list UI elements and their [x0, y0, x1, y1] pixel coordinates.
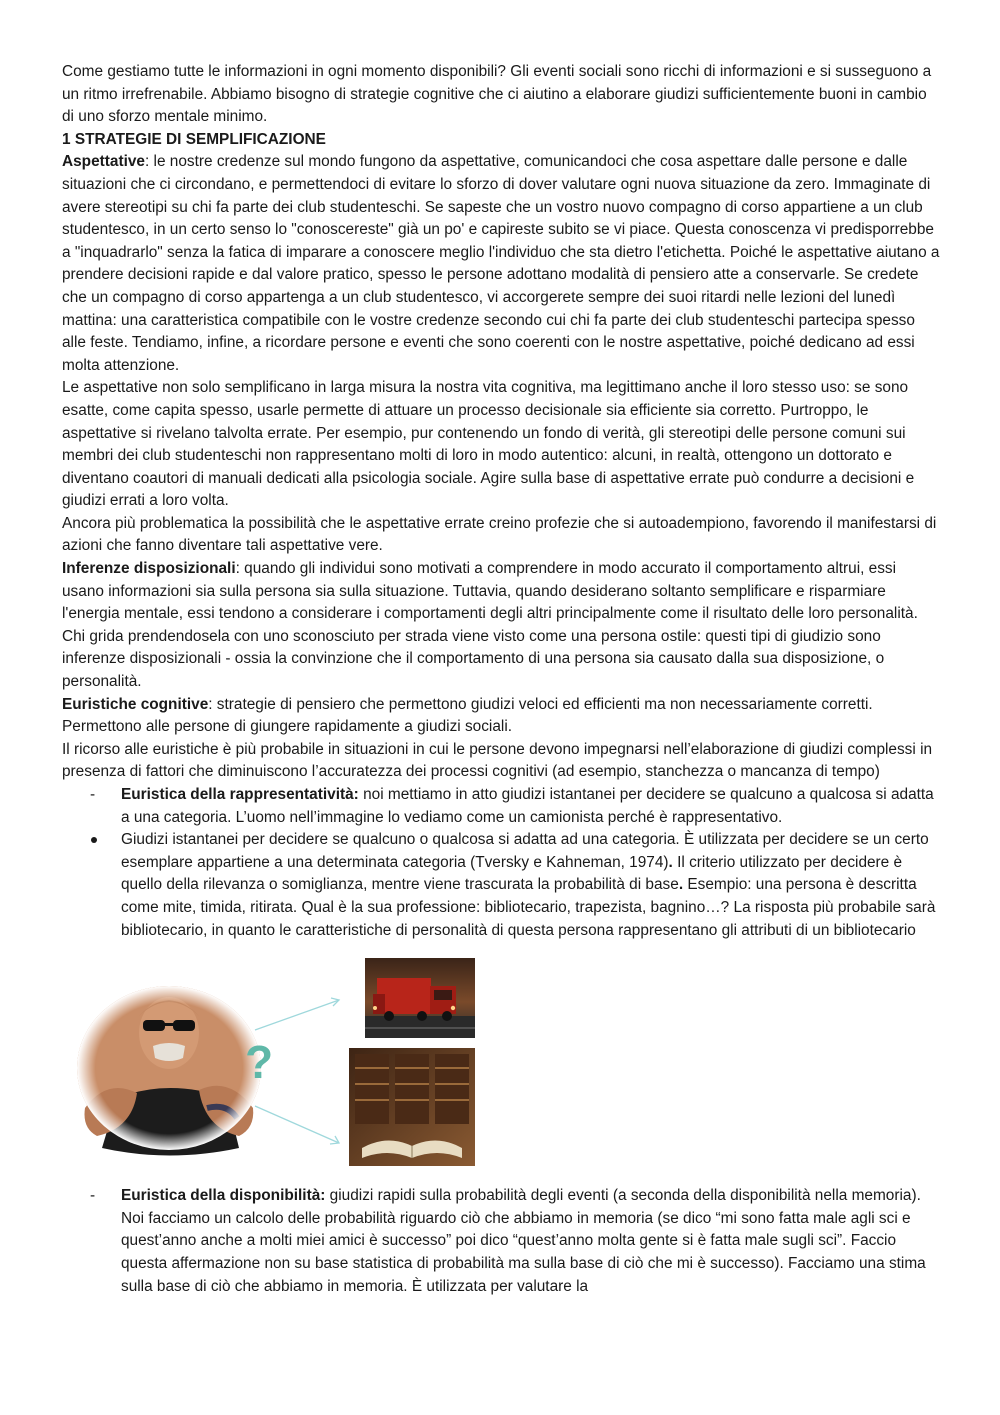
- figure-illustration: [77, 958, 497, 1171]
- question-mark-icon: ?: [245, 1036, 274, 1089]
- representativeness-figure: [62, 958, 942, 1171]
- section-heading: 1 STRATEGIE DI SEMPLIFICAZIONE: [62, 130, 326, 148]
- bullet-text-c: Esempio: una persona è descritta come mite, timida, ritirata. Qual è la sua professione: bibliotecario, trapezista, bagnino…? La risposta più probabile sarà bibliotecario, in quanto le caratteristiche di personalità di questa persona rappresentano gli attributi di un bibliotecario: [121, 876, 936, 939]
- truck-photo: [365, 958, 475, 1038]
- rappresentativita-text: noi mettiamo in atto giudizi istantanei per decidere se qualcuno a qualcosa si adatta a una categoria. L’uomo nell’immagine lo vediamo come un camionista perché è rappresentativo.: [121, 786, 934, 826]
- expectations-paragraph-2: Le aspettative non solo semplificano in larga misura la nostra vita cognitiva, ma legittimano anche il loro stesso uso: se sono esatte, come capita spesso, usarle permette di attuare un processo decisionale sia efficiente sia corretto. Purtroppo, le aspettative si rivelano talvolta errate. Per esempio, pur contenendo un fondo di verità, gli stereotipi delle persone comuni sui membri dei club studenteschi non rappresentano molti di loro in modo autentico: alcuni, in realtà, ottengono un dottorato e diventano coautori di manuali dedicati alla psicologia sociale. Agire sulla base di aspettative errate può condurre a decisioni e giudizi errati a loro volta.: [62, 379, 915, 510]
- man-photo: [77, 986, 261, 1156]
- bullet-bold-dot-2: .: [678, 876, 684, 894]
- bullet-text-a: Giudizi istantanei per decidere se qualcuno o qualcosa si adatta ad una categoria. È utilizzata per decidere se un certo esemplare appartiene a una determinata categoria (Tversky e Kahneman, 1974): [121, 831, 929, 871]
- euristiche-text: : strategie di pensiero che permettono giudizi veloci ed efficienti ma non necessariamente corretti. Permettono alle persone di giungere rapidamente a giudizi sociali.: [62, 695, 873, 736]
- euristiche-term: Euristiche cognitive: [62, 695, 209, 713]
- inferenze-paragraph: [62, 558, 942, 694]
- aspettative-paragraph: [62, 151, 942, 377]
- intro-paragraph: Come gestiamo tutte le informazioni in ogni momento disponibili? Gli eventi sociali sono ricchi di informazioni e si susseguono a un ritmo irrefrenabile. Abbiamo bisogno di strategie cognitive che ci aiutino a elaborare giudizi sufficientemente buoni in cambio di uno sforzo mentale minimo.: [62, 63, 932, 126]
- bullet-text-b: Il criterio utilizzato per decidere è quello della rilevanza o somiglianza, mentre viene trascurata la probabilità di base: [121, 853, 903, 894]
- inferenze-text: : quando gli individui sono motivati a comprendere in modo accurato il comportamento altrui, essi usano informazioni sia sulla persona sia sulla situazione. Tuttavia, quando desiderano soltanto semplificare e risparmiare l'energia mentale, essi tendono a considerare i comportamenti degli altri principalmente come il risultato delle loro personalità. Chi grida prendendosela con uno sconosciuto per strada viene visto come una persona ostile: questi tipi di giudizio sono inferenze disposizionali - ossia la convinzione che il comportamento di una persona sia causato dalla sua disposizione, o personalità.: [62, 560, 918, 691]
- disponibilita-text: giudizi rapidi sulla probabilità degli eventi (a seconda della disponibilità nella memoria). Noi facciamo un calcolo delle probabilità riguardo ciò che abbiamo in memoria (se dico “mi sono fatta male agli sci e quest’anno anche a molti miei amici è successo” poi dico “quest’anno molta gente si è fatta male sugli sci”. Faccio questa affermazione non su base statistica di probabilità ma sulla base di ciò che mi è successo). Facciamo una stima sulla base di ciò che abbiamo in memoria. È utilizzata per valutare la: [121, 1187, 926, 1295]
- library-photo: [349, 1048, 475, 1166]
- rappresentativita-term: Euristica della rappresentatività:: [121, 786, 359, 803]
- bullet-marker: [91, 837, 97, 843]
- aspettative-text: : le nostre credenze sul mondo fungono da aspettative, comunicandoci che cosa aspettare dalle persone e dalle situazioni che ci circondano, e permettendoci di evitare lo sforzo di dover valutare ogni nuova situazione da zero. Immaginate di avere stereotipi su chi fa parte dei club studenteschi. Se sapeste che un vostro nuovo compagno di corso appartiene a un club studentesco, in un certo senso lo "conoscereste" già un po' e capireste subito se vi piace. Questa conoscenza vi predisporrebbe a "inquadrarlo" senza la fatica di imparare a conoscere meglio l'individuo che sta dietro l'etichetta. Poiché le aspettative aiutano a prendere decisioni rapide e dal valore pratico, spesso le persone adottano modalità di pensiero atte a conservarle. Se credete che un compagno di corso appartenga a un club studentesco, vi accorgerete sempre dei suoi ritardi nelle lezioni del lunedì mattina: una caratteristica compatibile con le vostre credenze secondo cui chi fa parte dei club studenteschi partecipa spesso alle feste. Tendiamo, infine, a ricordare persone e eventi che sono coerenti con le nostre aspettative, poiché dedicano ad essi molta attenzione.: [62, 153, 940, 374]
- inferenze-term: Inferenze disposizionali: [62, 560, 236, 578]
- euristiche-paragraph: [62, 694, 942, 739]
- heuristics-context-paragraph: Il ricorso alle euristiche è più probabile in situazioni in cui le persone devono impegnarsi nell’elaborazione di giudizi complessi in presenza di fattori che diminuiscono l’accuratezza dei processi cognitivi (ad esempio, stanchezza o mancanza di tempo): [62, 740, 933, 781]
- document-page: [62, 61, 942, 1298]
- dash-marker: -: [90, 786, 96, 803]
- expectations-paragraph-3: Ancora più problematica la possibilità che le aspettative errate creino profezie che si autoadempiono, favorendo il manifestarsi di azioni che fanno diventare tali aspettative vere.: [62, 514, 937, 555]
- list-item-disponibilita: [62, 1185, 942, 1298]
- list-item-bullet: [62, 829, 942, 942]
- bullet-bold-dot-1: .: [668, 853, 673, 871]
- list-item-rappresentativita: [62, 784, 942, 829]
- dash-marker: -: [90, 1187, 96, 1205]
- aspettative-term: Aspettative: [62, 153, 145, 171]
- disponibilita-term: Euristica della disponibilità:: [121, 1187, 326, 1205]
